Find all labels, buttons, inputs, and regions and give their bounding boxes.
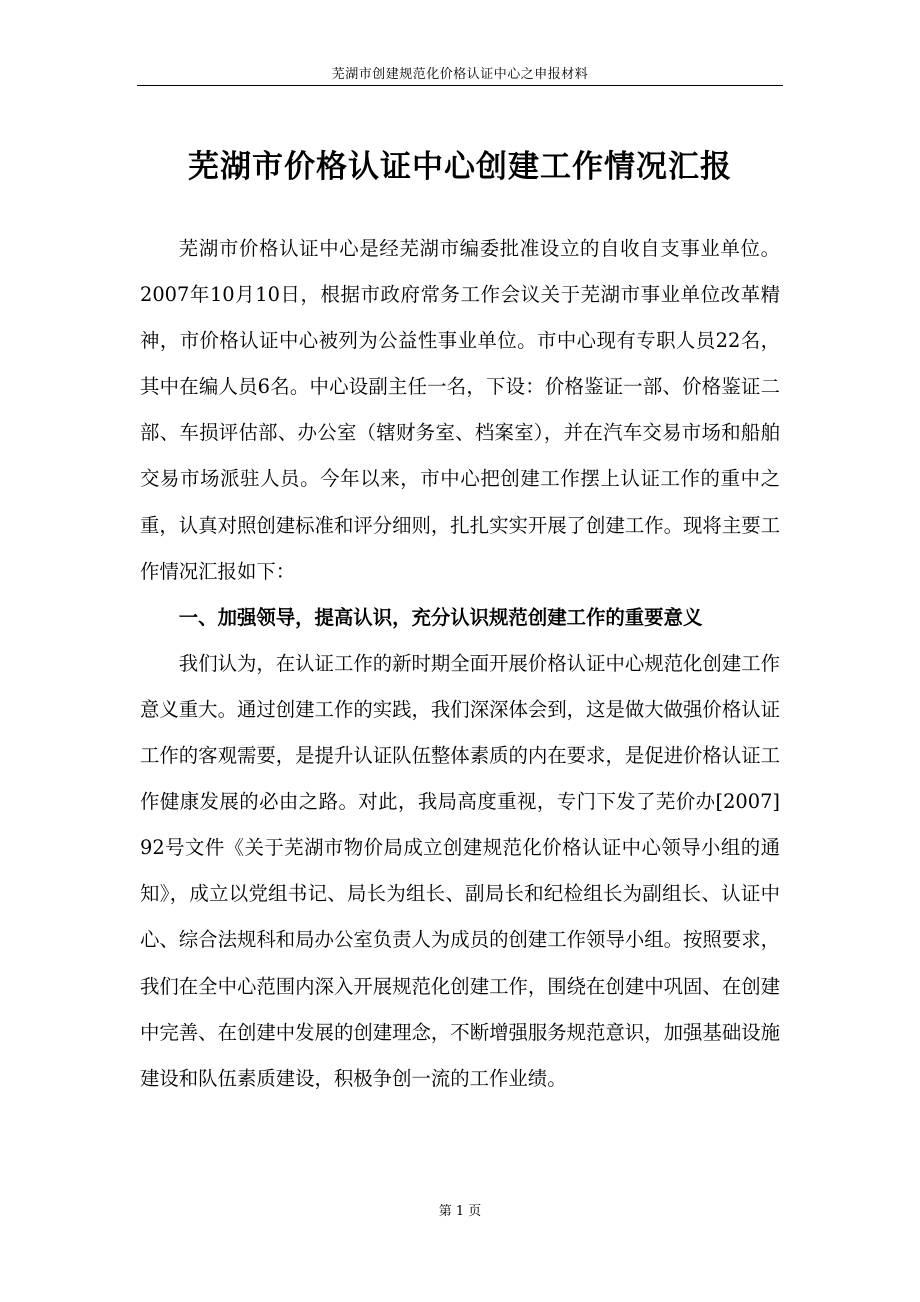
intro-paragraph: 芜湖市价格认证中心是经芜湖市编委批准设立的自收自支事业单位。2007年10月10日，根据市政府常务工作会议关于芜湖市事业单位改革精神，市价格认证中心被列为公益性事业单位。市中心现有专职人员22名，其中在编人员6名。中心设副主任一名，下设：价格鉴证一部、价格鉴证二部、车损评估部、办公室（辖财务室、档案室），并在汽车交易市场和船舶交易市场派驻人员。今年以来，市中心把创建工作摆上认证工作的重中之重，认真对照创建标准和评分细则，扎扎实实开展了创建工作。现将主要工作情况汇报如下： bbox=[140, 237, 780, 583]
document-title: 芜湖市价格认证中心创建工作情况汇报 bbox=[188, 149, 732, 185]
section-heading: 一、加强领导，提高认识，充分认识规范创建工作的重要意义 bbox=[178, 605, 703, 629]
page-header: 芜湖市创建规范化价格认证中心之申报材料 bbox=[331, 67, 589, 82]
header-rule bbox=[137, 85, 783, 86]
page-number: 第 1 页 bbox=[438, 1204, 482, 1219]
document-body bbox=[140, 226, 780, 1102]
section-paragraph: 我们认为，在认证工作的新时期全面开展价格认证中心规范化创建工作意义重大。通过创建工作的实践，我们深深体会到，这是做大做强价格认证工作的客观需要，是提升认证队伍整体素质的内在要求，是促进价格认证工作健康发展的必由之路。对此，我局高度重视，专门下发了芜价办[2007] 92号文件《关于芜湖市物价局成立创建规范化价格认证中心领导小组的通知》，成立以党组书记、局长为组长、副局长和纪检组长为副组长、认证中心、综合法规科和局办公室负责人为成员的创建工作领导小组。按照要求，我们在全中心范围内深入开展规范化创建工作，围绕在创建中巩固、在创建中完善、在创建中发展的创建理念，不断增强服务规范意识，加强基础设施建设和队伍素质建设，积极争创一流的工作业绩。 bbox=[140, 651, 780, 1090]
